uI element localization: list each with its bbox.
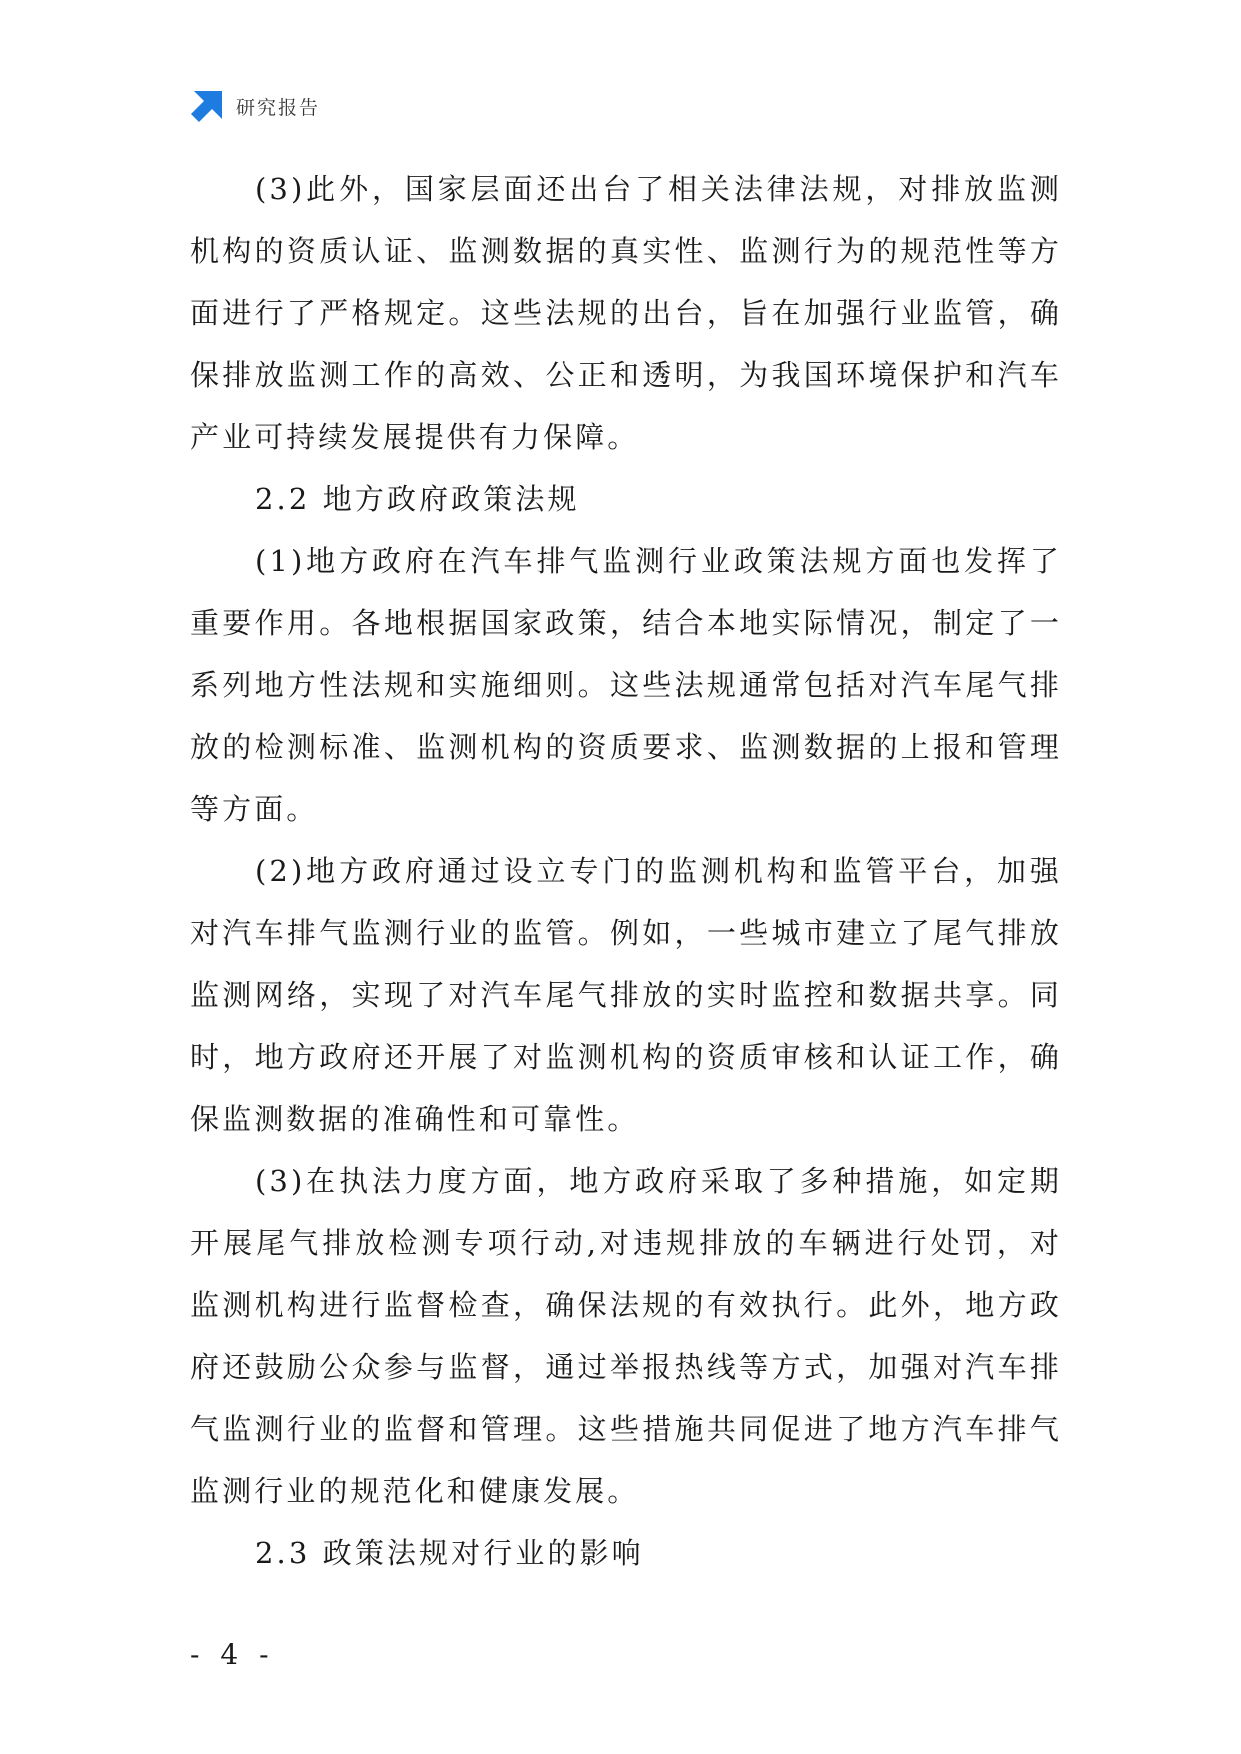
page-header [190, 86, 320, 126]
paragraph-national-regulations: (3)此外，国家层面还出台了相关法律法规，对排放监测机构的资质认证、监测数据的真实性、监测行为的规范性等方面进行了严格规定。这些法规的出台，旨在加强行业监管，确保排放监测工作的高效、公正和透明，为我国环境保护和汽车产业可持续发展提供有力保障。 [190, 172, 1062, 454]
section-heading-local-policies: 2.2 地方政府政策法规 [255, 482, 580, 516]
paragraph-local-supervision: (2)地方政府通过设立专门的监测机构和监管平台，加强对汽车排气监测行业的监管。例如，一些城市建立了尾气排放监测网络，实现了对汽车尾气排放的实时监控和数据共享。同时，地方政府还开展了对监测机构的资质审核和认证工作，确保监测数据的准确性和可靠性。 [190, 854, 1062, 1136]
header-title: 研究报告 [236, 96, 321, 119]
paragraph-enforcement: (3)在执法力度方面，地方政府采取了多种措施，如定期开展尾气排放检测专项行动,对违规排放的车辆进行处罚，对监测机构进行监督检查，确保法规的有效执行。此外，地方政府还鼓励公众参与监督，通过举报热线等方式，加强对汽车排气监测行业的监督和管理。这些措施共同促进了地方汽车排气监测行业的规范化和健康发展。 [190, 1164, 1062, 1508]
page-number: - 4 - [190, 1638, 275, 1671]
document-body [190, 158, 1062, 1584]
arrow-up-right-icon [190, 89, 224, 123]
paragraph-local-policy-role: (1)地方政府在汽车排气监测行业政策法规方面也发挥了重要作用。各地根据国家政策，结合本地实际情况，制定了一系列地方性法规和实施细则。这些法规通常包括对汽车尾气排放的检测标准、监测机构的资质要求、监测数据的上报和管理等方面。 [190, 544, 1062, 826]
section-heading-industry-impact: 2.3 政策法规对行业的影响 [255, 1536, 644, 1570]
